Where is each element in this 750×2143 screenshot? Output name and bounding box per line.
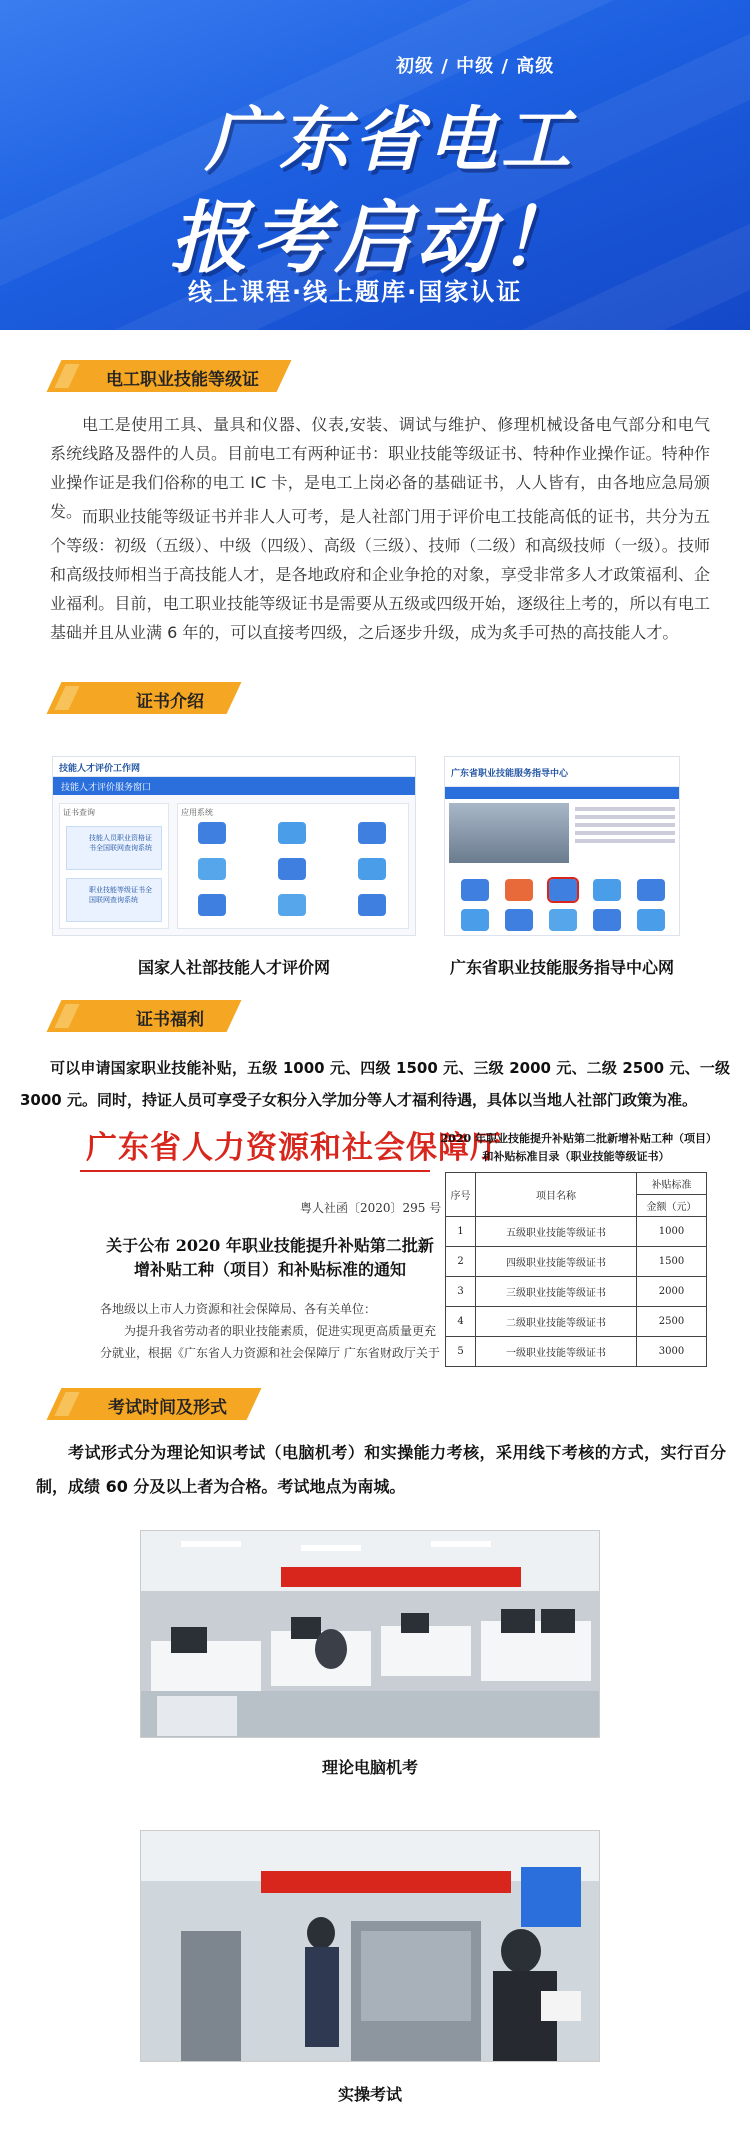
paragraph-exam: 考试形式分为理论知识考试（电脑机考）和实操能力考核，采用线下考核的方式，实行百分制，成绩 60 分及以上者为合格。考试地点为南城。 — [36, 1443, 726, 1496]
paragraph-levels: 而职业技能等级证书并非人人可考，是人社部门用于评价电工技能高低的证书，共分为五个等级：初级（五级）、中级（四级）、高级（三级）、技师（二级）和高级技师（一级）。技师和高级技师相当于高技能人才，是各地政府和企业争抢的对象，享受非常多人才政策福利、企业福利。目前，电工职业技能等级证书是需要从五级或四级开始，逐级往上考的，所以有电工基础并且从业满 6 年的，可以直接考四级，之后逐步升级，成为炙手可热的高技能人才。 — [50, 507, 710, 642]
cell-no: 2 — [446, 1247, 476, 1277]
notice-body-line1: 各地级以上市人力资源和社会保障局、各有关单位： — [100, 1302, 377, 1316]
caption-photo-computer: 理论电脑机考 — [321, 1758, 418, 1777]
cell-no: 4 — [446, 1307, 476, 1337]
notice-body-line2: 为提升我省劳动者的职业技能素质，促进实现更高质量更充分就业，根据《广东省人力资源和社会保障厅 广东省财政厅关于 — [100, 1324, 440, 1360]
site-logo: 技能人才评价工作网 — [53, 757, 415, 777]
site-query-button-1: 技能人员职业资格证书全国联网查询系统 — [66, 826, 162, 870]
photo-practical-exam — [140, 1830, 600, 2062]
cell-amount: 1500 — [637, 1247, 707, 1277]
table-row — [446, 1217, 707, 1247]
banner-title-line1: 广东省电工 — [205, 99, 575, 181]
subsidy-table-title: 2020 年职业技能提升补贴第二批新增补贴工种（项目）和补贴标准目录（职业技能等级证书） — [440, 1132, 712, 1163]
section-heading-label: 证书介绍 — [136, 692, 204, 712]
th-amount: 金额（元） — [637, 1195, 707, 1217]
cell-amount: 2000 — [637, 1277, 707, 1307]
th-std: 补贴标准 — [637, 1173, 707, 1195]
cell-name: 三级职业技能等级证书 — [476, 1277, 637, 1307]
cell-no: 5 — [446, 1337, 476, 1367]
cell-name: 二级职业技能等级证书 — [476, 1307, 637, 1337]
website-screenshot-mohrss — [52, 756, 416, 936]
cell-name: 五级职业技能等级证书 — [476, 1217, 637, 1247]
site-left-label: 证书查询 — [63, 808, 95, 817]
notice-issuer: 广东省人力资源和社会保障厅 — [86, 1130, 502, 1166]
section-heading-label: 证书福利 — [136, 1010, 204, 1030]
banner-subtitle: 线上课程·线上题库·国家认证 — [188, 278, 523, 306]
photo-computer-exam — [140, 1530, 600, 1738]
banner-title-line2: 报考启动！ — [170, 194, 581, 284]
photo-computer-exam-image — [141, 1531, 600, 1738]
table-row — [446, 1277, 707, 1307]
th-name: 项目名称 — [476, 1173, 637, 1217]
paragraph-intro: 电工是使用工具、量具和仪器、仪表,安装、调试与维护、修理机械设备电气部分和电气系统线路及器件的人员。目前电工有两种证书：职业技能等级证书、特种作业操作证。特种作业操作证是我们俗称的电工 IC 卡，是电工上岗必备的基础证书，人人皆有，由各地应急局颁发。 — [50, 415, 710, 521]
caption-photo-practical: 实操考试 — [337, 2085, 402, 2104]
cell-amount: 3000 — [637, 1337, 707, 1367]
paragraph-benefits: 可以申请国家职业技能补贴，五级 1000 元、四级 1500 元、三级 2000 元、二级 2500 元、一级 3000 元。同时，持证人员可享受子女积分入学加分等人才福利待遇，具体以当地人社部门政策为准。 — [20, 1059, 730, 1109]
cell-name: 一级职业技能等级证书 — [476, 1337, 637, 1367]
table-row — [446, 1307, 707, 1337]
site-logo: 广东省职业技能服务指导中心 — [445, 757, 679, 787]
table-row — [446, 1247, 707, 1277]
cell-no: 3 — [446, 1277, 476, 1307]
table-row — [446, 1337, 707, 1367]
cell-amount: 2500 — [637, 1307, 707, 1337]
photo-practical-exam-image — [141, 1831, 600, 2062]
cell-name: 四级职业技能等级证书 — [476, 1247, 637, 1277]
site-nav: 技能人才评价服务窗口 — [53, 777, 415, 795]
section-heading-label: 考试时间及形式 — [108, 1398, 227, 1418]
website-screenshot-gd — [444, 756, 680, 936]
cell-no: 1 — [446, 1217, 476, 1247]
notice-doc-number: 粤人社函〔2020〕295 号 — [300, 1201, 442, 1215]
hero-banner — [0, 0, 750, 330]
site-query-button-2: 职业技能等级证书全国联网查询系统 — [66, 878, 162, 922]
notice-heading: 关于公布 2020 年职业技能提升补贴第二批新增补贴工种（项目）和补贴标准的通知 — [106, 1236, 434, 1279]
section-heading-label: 电工职业技能等级证 — [106, 370, 259, 390]
banner-levels: 初级 / 中级 / 高级 — [396, 56, 555, 77]
caption-site1: 国家人社部技能人才评价网 — [137, 958, 330, 977]
notice-rule — [80, 1170, 430, 1172]
cell-amount: 1000 — [637, 1217, 707, 1247]
notice-body — [100, 1298, 440, 1364]
th-no: 序号 — [446, 1173, 476, 1217]
site-right-label: 应用系统 — [181, 808, 213, 817]
subsidy-table — [445, 1172, 707, 1367]
caption-site2: 广东省职业技能服务指导中心网 — [449, 958, 674, 977]
